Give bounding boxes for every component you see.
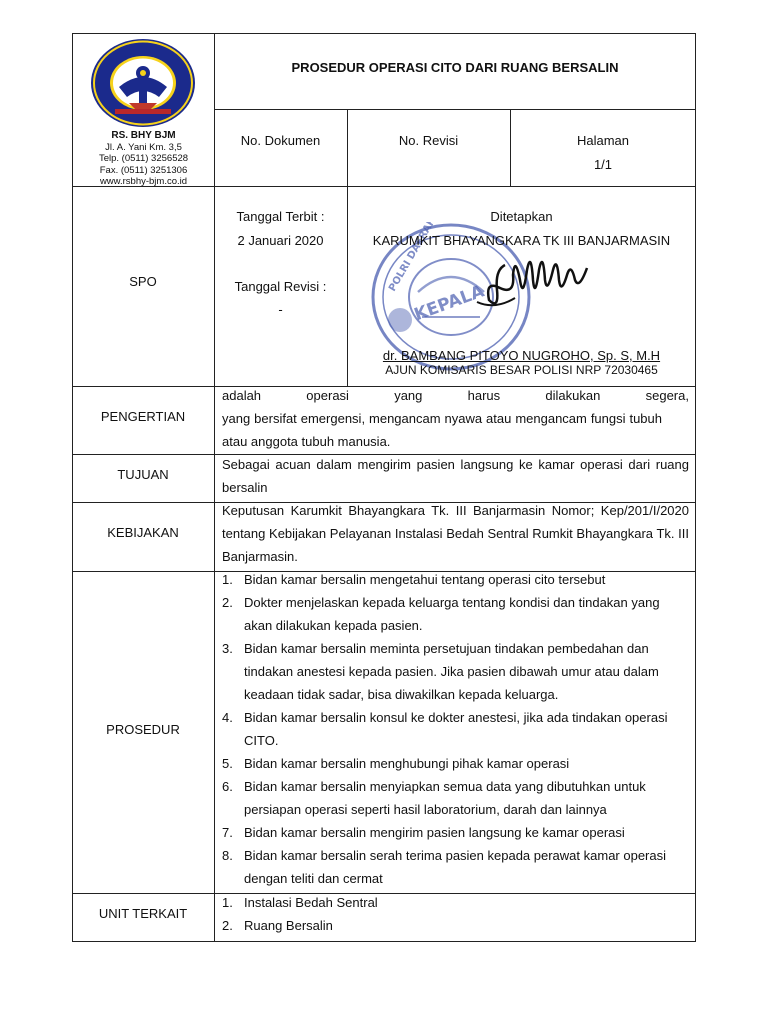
- hospital-address: Jl. A. Yani Km. 3,5: [105, 141, 182, 153]
- signatory-rank: AJUN KOMISARIS BESAR POLISI NRP 72030465: [385, 363, 658, 377]
- document-title: PROSEDUR OPERASI CITO DARI RUANG BERSALIN: [291, 60, 619, 75]
- svg-text:POLRI DAERAH: POLRI DAERAH: [387, 222, 439, 294]
- spo-label: SPO: [129, 274, 157, 289]
- signature: [475, 240, 600, 320]
- list-item: 1. Bidan kamar bersalin mengetahui tentang operasi cito tersebut: [222, 572, 606, 587]
- unit-terkait-label: UNIT TERKAIT: [98, 906, 188, 921]
- pengertian-text: [222, 384, 689, 453]
- tujuan-label: TUJUAN: [117, 467, 169, 482]
- ditetapkan-label: Ditetapkan: [490, 209, 553, 224]
- ditetapkan-by: KARUMKIT BHAYANGKARA TK III BANJARMASIN: [372, 233, 671, 248]
- tanggal-terbit-label: Tanggal Terbit :: [236, 209, 325, 224]
- kebijakan-text: Keputusan Karumkit Bhayangkara Tk. III Banjarmasin Nomor; Kep/201/I/2020 tentang Kebijakan Pelayanan Instalasi Bedah Sentral Rumkit Bhayangkara Tk. III Banjarmasin.: [222, 503, 689, 564]
- hospital-fax: Fax. (0511) 3251306: [99, 164, 188, 176]
- tanggal-revisi-label: Tanggal Revisi :: [234, 279, 327, 294]
- no-revisi-label: No. Revisi: [398, 133, 459, 148]
- list-item: 8. Bidan kamar bersalin serah terima pasien kepada perawat kamar operasi dengan teliti dan cermat: [222, 848, 666, 886]
- prosedur-label: PROSEDUR: [106, 722, 180, 737]
- list-item: 6. Bidan kamar bersalin menyiapkan semua data yang dibutuhkan untuk persiapan operasi seperti hasil laboratorium, darah dan lainnya: [222, 779, 646, 817]
- word: yang: [394, 388, 423, 403]
- hospital-phone: Telp. (0511) 3256528: [98, 153, 189, 164]
- hospital-website: www.rsbhy-bjm.co.id: [99, 176, 188, 187]
- list-item: 2. Dokter menjelaskan kepada keluarga tentang kondisi dan tindakan yang akan dilakukan kepada pasien.: [222, 595, 660, 633]
- pengertian-label: PENGERTIAN: [100, 409, 186, 424]
- list-item: 5. Bidan kamar bersalin menghubungi pihak kamar operasi: [222, 756, 570, 771]
- prosedur-steps: [218, 568, 690, 890]
- tanggal-revisi-value: -: [278, 302, 283, 317]
- word: dilakukan: [545, 388, 601, 403]
- list-item: 3. Bidan kamar bersalin meminta persetujuan tindakan pembedahan dan tindakan anestesi kepada pasien. Jika pasien dibawah umur atau dalam keadaan tidak sadar, bisa diwakilkan kepada keluarga.: [222, 641, 659, 702]
- kebijakan-label: KEBIJAKAN: [107, 525, 179, 540]
- word: adalah: [222, 388, 262, 403]
- hospital-name: RS. BHY BJM: [111, 130, 176, 141]
- pengertian-first-line: [222, 384, 689, 407]
- list-item: 7. Bidan kamar bersalin mengirim pasien langsung ke kamar operasi: [222, 825, 625, 840]
- hospital-logo: [89, 37, 197, 129]
- tanggal-terbit-value: 2 Januari 2020: [237, 233, 324, 248]
- svg-text:KEPALA: KEPALA: [411, 281, 487, 326]
- list-item: 4. Bidan kamar bersalin konsul ke dokter anestesi, jika ada tindakan operasi CITO.: [222, 710, 668, 748]
- word: operasi: [306, 388, 349, 403]
- word: segera,: [645, 388, 689, 403]
- list-item: 1. Instalasi Bedah Sentral: [222, 895, 378, 910]
- pengertian-rest: yang bersifat emergensi, mengancam nyawa atau mengancam fungsi tubuh atau anggota tubuh manusia.: [222, 411, 662, 449]
- list-item: 2. Ruang Bersalin: [222, 918, 333, 933]
- unit-terkait-list: [218, 891, 690, 937]
- halaman-label: Halaman: [576, 133, 630, 148]
- no-dokumen-label: No. Dokumen: [240, 133, 321, 148]
- word: harus: [467, 388, 501, 403]
- tujuan-text: Sebagai acuan dalam mengirim pasien langsung ke kamar operasi dari ruang bersalin: [222, 457, 689, 495]
- signatory-name: dr. BAMBANG PITOYO NUGROHO, Sp. S, M.H: [382, 348, 661, 363]
- halaman-value: 1/1: [593, 157, 613, 172]
